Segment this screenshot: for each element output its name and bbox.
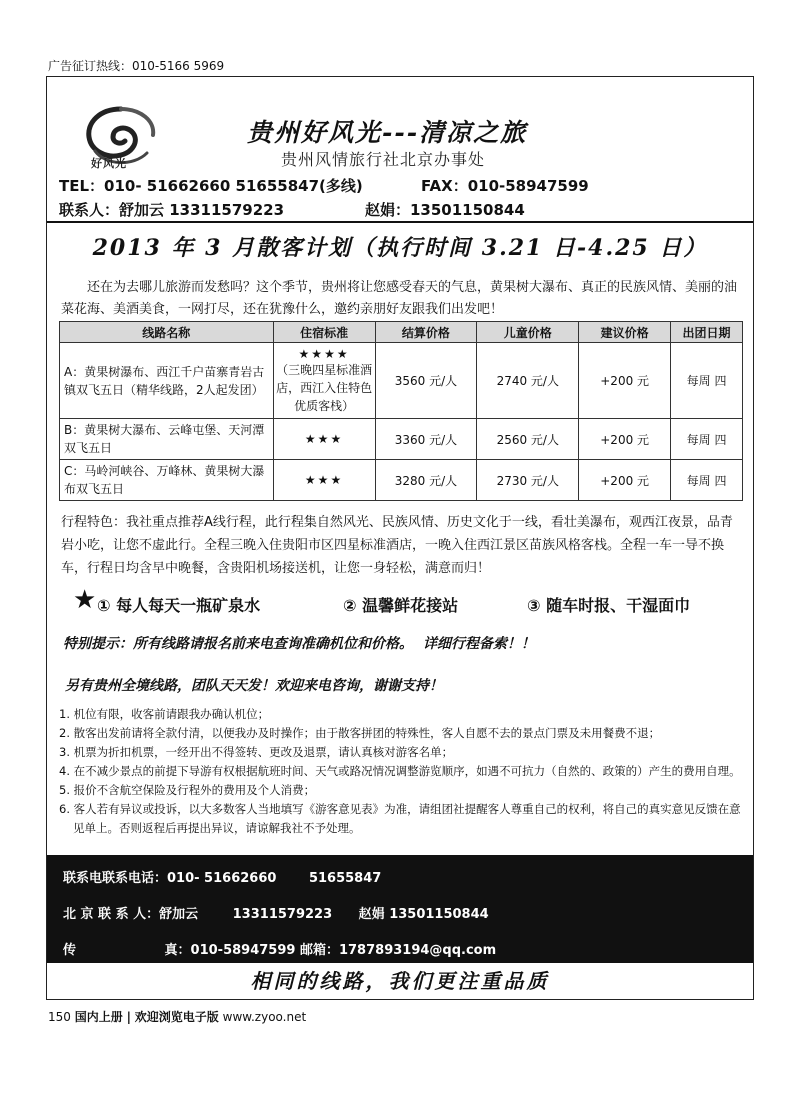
page-footer: [48, 1008, 306, 1025]
fax-line: FAX：010-58947599: [421, 177, 589, 195]
contact-person-row: [63, 903, 489, 922]
itinerary-features: 行程特色：我社重点推荐A线行程，此行程集自然风光、民族风情、历史文化于一线，看壮美瀑布，观西江夜景，品青岩小吃，让您不虚此行。全程三晚入住贵阳市区四星标准酒店，一晚入住西江景区苗族风格客栈。全程一车一导不换车，行程日均含早中晚餐，含贵阳机场接送机，让您一身轻松，满意而归！: [61, 515, 733, 576]
tel-line: TEL：010- 51662660 51655847(多线): [59, 177, 363, 195]
footer-url[interactable]: www.zyoo.net: [222, 1010, 307, 1024]
suggest-price: +200 元: [579, 419, 671, 460]
hotel-standard: [273, 419, 375, 460]
settle-price: 3360 元/人: [375, 419, 477, 460]
settle-price: 3280 元/人: [375, 460, 477, 501]
departure-date: 每周 四: [671, 343, 743, 419]
logo-caption: 好风光: [91, 157, 127, 170]
departure-date: 每周 四: [671, 419, 743, 460]
list-item: 4. 在不减少景点的前提下导游有权根据航班时间、天气或路况情况调整游览顺序，如遇不可抗力（自然的、政策的）产生的费用自理。: [59, 764, 741, 778]
child-price: 2740 元/人: [477, 343, 579, 419]
departure-date: 每周 四: [671, 460, 743, 501]
intro-paragraph: 还在为去哪儿旅游而发愁吗？这个季节，贵州将让您感受春天的气息，黄果树大瀑布、真正的民族风情、美丽的油菜花海、美酒美食，一网打尽，还在犹豫什么，邀约亲朋好友跟我们出发吧！: [61, 280, 738, 317]
contact-person-2: 赵娟 13501150844: [358, 907, 489, 922]
route-table: [59, 321, 743, 501]
suggest-price: +200 元: [579, 343, 671, 419]
contact-phone-label: 联系电联系电话：010- 51662660: [63, 871, 277, 886]
slogan: 相同的线路，我们更注重品质: [250, 969, 550, 993]
col-header-price: 结算价格: [375, 322, 477, 343]
contact-person-label: 北 京 联 系 人：舒加云: [63, 907, 199, 922]
route-name: A：黄果树瀑布、西江千户苗寨青岩古镇双飞五日（精华线路，2人起发团）: [60, 343, 274, 419]
perk-newspaper-towel: ③ 随车时报、干湿面巾: [527, 596, 691, 615]
list-item: 1. 机位有限，收客前请跟我办确认机位；: [59, 707, 270, 721]
brand-subtitle: 贵州风情旅行社北京办事处: [281, 150, 486, 169]
col-header-date: 出团日期: [671, 322, 743, 343]
contact-line-1: 联系人：舒加云 13311579223: [59, 201, 285, 219]
contact-line-2: 赵娟：13501150844: [365, 201, 525, 219]
settle-price: 3560 元/人: [375, 343, 477, 419]
list-item: 5. 报价不含航空保险及行程外的费用及个人消费；: [59, 783, 316, 797]
hotel-standard: [273, 343, 375, 419]
contact-phone-extra: 51655847: [308, 871, 382, 886]
terms-list: [59, 705, 745, 838]
list-item: 2. 散客出发前请将全款付清，以便我办及时操作；由于散客拼团的特殊性，客人自愿不去的景点门票及未用餐费不退；: [59, 726, 661, 740]
page-number: 150: [48, 1010, 71, 1024]
table-header-row: [60, 322, 743, 343]
col-header-hotel: 住宿标准: [273, 322, 375, 343]
col-header-route: 线路名称: [60, 322, 274, 343]
special-tip: [63, 633, 535, 653]
col-header-child-price: 儿童价格: [477, 322, 579, 343]
table-row: [60, 343, 743, 419]
star-rating: ★★★★: [298, 346, 350, 361]
contact-person-phone: 13311579223: [232, 907, 333, 922]
hotel-standard: [273, 460, 375, 501]
header-divider: [47, 221, 753, 223]
brand-title: 贵州好风光---清凉之旅: [247, 118, 528, 147]
section-name: 国内上册: [74, 1010, 123, 1024]
plan-title: 2013 年 3 月散客计划（执行时间 3.21 日-4.25 日）: [92, 235, 708, 261]
route-name: C：马岭河峡谷、万峰林、黄果树大瀑布双飞五日: [60, 460, 274, 501]
table-row: [60, 419, 743, 460]
footer-separator: |: [126, 1010, 131, 1024]
fax-email-value: 真：010-58947599 邮箱：1787893194@qq.com: [164, 943, 497, 958]
star-rating: ★★★: [304, 473, 344, 487]
tip-text: 特别提示：所有线路请报名前来电查询准确机位和价格。: [63, 636, 413, 652]
contact-phone-row: [63, 867, 381, 886]
table-row: [60, 460, 743, 501]
itinerary-request-note: 详细行程备索！！: [423, 636, 535, 652]
footer-text: 欢迎浏览电子版: [134, 1010, 219, 1024]
col-header-suggest-price: 建议价格: [579, 322, 671, 343]
ad-frame: [46, 76, 754, 1000]
suggest-price: +200 元: [579, 460, 671, 501]
fax-label: 传: [63, 943, 77, 958]
fax-email-row: [63, 939, 496, 958]
child-price: 2560 元/人: [477, 419, 579, 460]
perk-water: ① 每人每天一瓶矿泉水: [97, 596, 261, 615]
perk-flowers: ② 温馨鲜花接站: [343, 596, 459, 615]
list-item: 6. 客人若有异议或投诉，以大多数客人当地填写《游客意见表》为准，请组团社提醒客人尊重自己的权利，将自己的真实意见反馈在意见单上。否则返程后再提出异议，请谅解我社不予处理。: [59, 802, 741, 835]
child-price: 2730 元/人: [477, 460, 579, 501]
hotel-note: （三晚四星标准酒店，西江入住特色优质客栈）: [276, 362, 373, 413]
contact-bar: [47, 855, 753, 963]
star-rating: ★★★: [304, 432, 344, 446]
star-icon: ★: [73, 585, 97, 615]
route-name: B：黄果树大瀑布、云峰屯堡、天河潭双飞五日: [60, 419, 274, 460]
list-item: 3. 机票为折扣机票，一经开出不得签转、更改及退票，请认真核对游客名单；: [59, 745, 454, 759]
ad-hotline: 广告征订热线：010-5166 5969: [48, 59, 225, 73]
promo-line: 另有贵州全境线路，团队天天发！欢迎来电咨询，谢谢支持！: [65, 678, 443, 694]
